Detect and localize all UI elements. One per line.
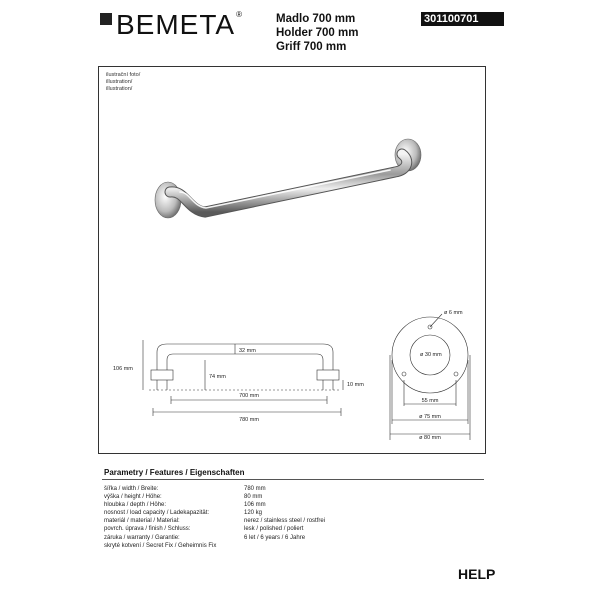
dim-ticks [153,396,341,416]
param-value: 80 mm [244,494,263,501]
outer-circle-label: ø 80 mm [419,435,441,441]
title-cz: Madlo 700 mm [276,13,356,25]
logo-square-icon [100,13,112,25]
total-width-label: 780 mm [239,417,259,423]
inner-width-label: 700 mm [239,393,259,399]
series-name: HELP [458,566,496,582]
tube-label: 32 mm [239,348,256,354]
param-row [104,517,325,525]
bar-highlight [180,170,390,208]
mid-circle-label: ø 75 mm [419,414,441,420]
title-en: Holder 700 mm [276,27,359,39]
parameters-title: Parametry / Features / Eigenschaften [104,468,245,477]
param-row [104,542,325,550]
parameters-divider [102,479,484,480]
param-row [104,501,325,509]
bar-inner [167,354,323,390]
param-value: 780 mm [244,486,266,492]
side-view-drawing [105,330,375,430]
param-value: 106 mm [244,502,266,509]
rosette-label: 10 mm [347,382,364,388]
illustration-note-en: illustration/ [106,79,133,85]
height-label: 106 mm [113,366,133,372]
hole-spacing-label: 55 mm [421,398,439,404]
param-row [104,525,325,533]
param-key: výška / height / Höhe: [104,494,162,501]
param-key: skryté kotvení / Secret Fix / Geheimnis Fix [104,542,217,549]
right-rosette-side [317,370,339,380]
param-row [104,509,325,517]
parameters-table [104,485,325,550]
illustration-note-cz: ilustrační foto/ [106,72,141,78]
param-value: lesk / polished / poliert [244,526,304,533]
front-view-drawing [380,300,480,446]
left-rosette-side [151,370,173,380]
param-key: materiál / material / Material: [104,518,180,525]
product-code: 301100701 [421,12,504,26]
param-row [104,493,325,501]
param-key: povrch. úprava / finish / Schluss: [104,526,191,533]
param-key: nosnost / load capacity / Ladekapazität: [104,510,210,517]
grab-bar-photo [140,130,440,240]
right-hole [454,372,458,376]
illustration-note [106,72,140,93]
hole-leader [430,314,442,327]
brand-name: BEMETA [116,9,236,40]
hole-label: ø 6 mm [444,310,463,316]
param-value: 6 let / 6 years / 6 Jahre [244,534,306,541]
param-row [104,534,325,542]
bar-tube [170,154,407,212]
brand-logo [100,10,242,40]
product-titles [276,12,358,54]
inner-circle-label: ø 30 mm [420,352,442,358]
param-row [104,485,325,493]
left-hole [402,372,406,376]
param-key: šířka / width / Breite: [104,486,159,492]
registered-mark: ® [236,10,242,19]
depth-label: 74 mm [209,374,226,380]
illustration-note-de: illustration/ [106,86,133,92]
title-de: Griff 700 mm [276,41,347,53]
param-value: nerez / stainless steel / rostfrei [244,518,326,525]
bar-shadow [170,154,407,212]
param-value: 120 kg [244,510,263,517]
param-key: hloubka / depth / Höhe: [104,502,167,509]
param-key: záruka / warranty / Garantie: [104,534,180,541]
